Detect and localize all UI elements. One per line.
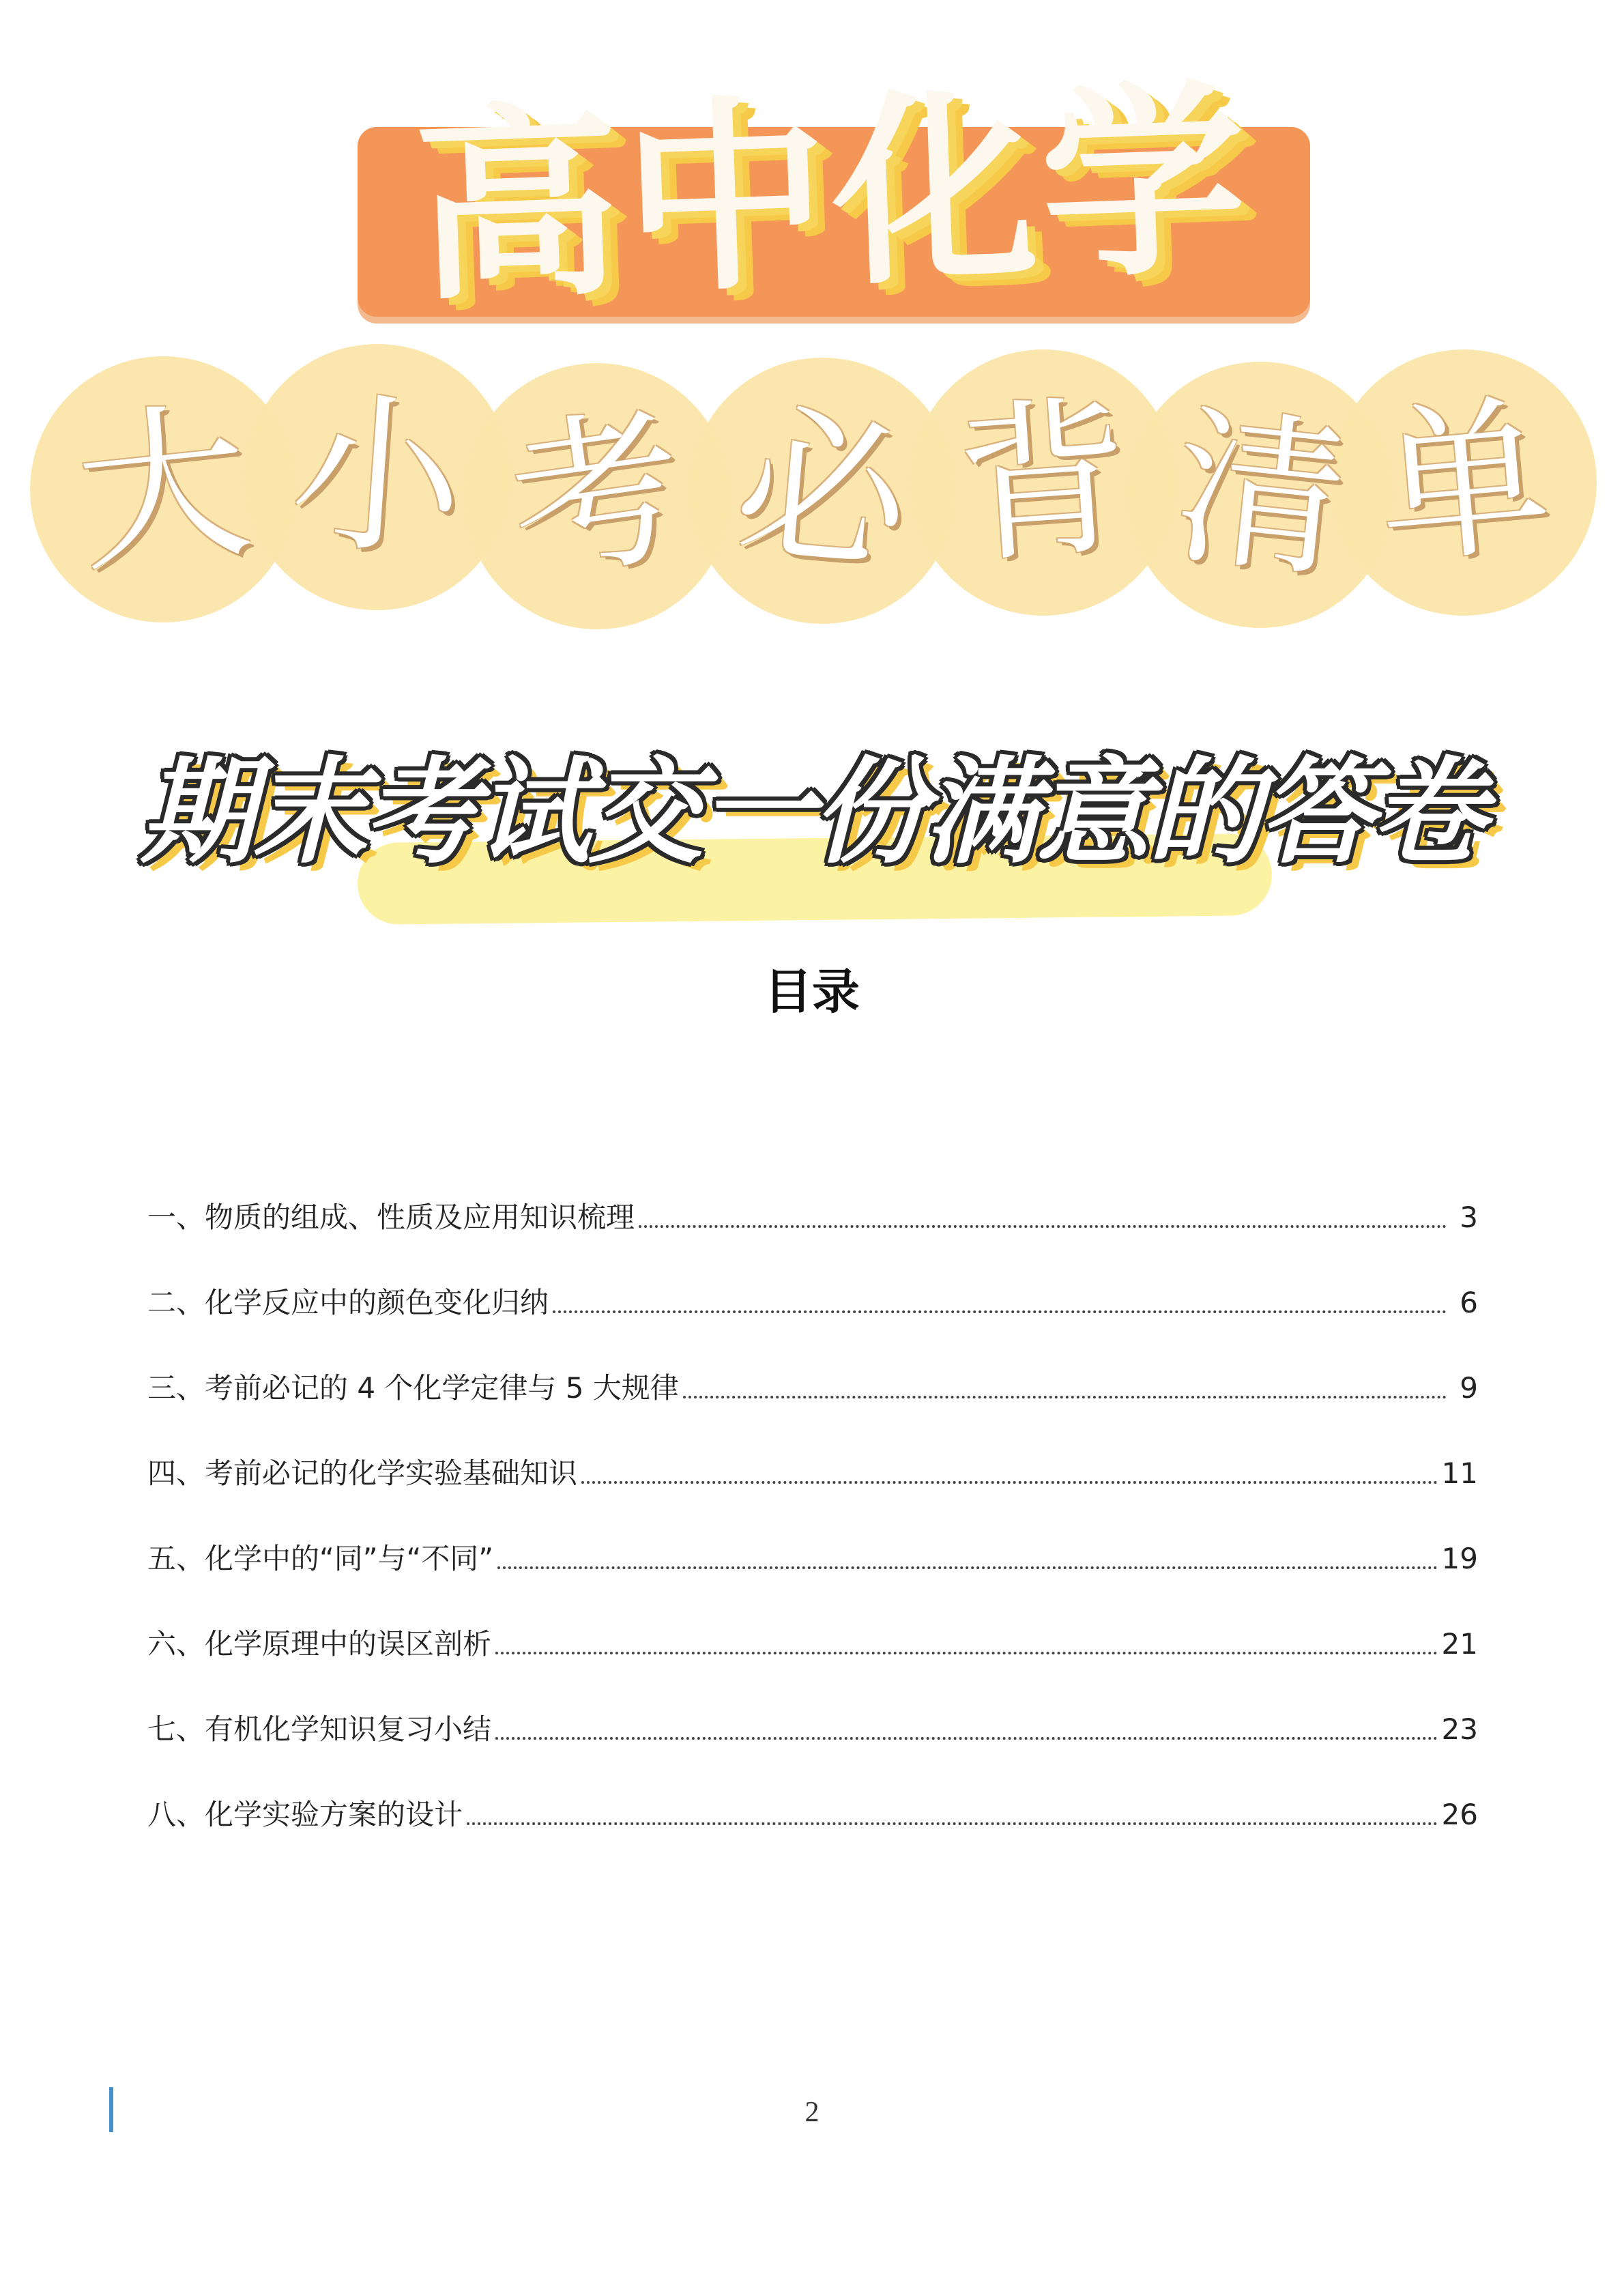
- toc-entry-label: 八、化学实验方案的设计: [147, 1798, 463, 1831]
- toc-entry-page: 23: [1441, 1712, 1478, 1746]
- toc-entry[interactable]: [147, 1368, 1478, 1408]
- toc-entry[interactable]: [147, 1795, 1478, 1835]
- subtitle-circles: [0, 0, 1624, 683]
- slogan: 期末考试交一份满意的答卷: [141, 745, 1483, 879]
- toc-entry-page: 21: [1441, 1627, 1478, 1661]
- toc-entry-label: 七、有机化学知识复习小结: [147, 1712, 492, 1746]
- subtitle-char: 小: [285, 371, 469, 582]
- subtitle-char: 必: [728, 384, 916, 597]
- toc-entry-label: 五、化学中的“同”与“不同”: [147, 1542, 494, 1575]
- toc-entry-label: 一、物质的组成、性质及应用知识梳理: [147, 1201, 635, 1234]
- toc-leader-dots: [683, 1396, 1447, 1398]
- toc-entry-label: 六、化学原理中的误区剖析: [147, 1627, 492, 1661]
- toc-entry[interactable]: [147, 1624, 1478, 1664]
- toc-leader-dots: [581, 1481, 1438, 1484]
- subtitle-char: 单: [1369, 375, 1558, 589]
- subtitle-char: 清: [1165, 386, 1356, 603]
- toc-leader-dots: [553, 1310, 1447, 1313]
- toc-entry-label: 四、考前必记的化学实验基础知识: [147, 1456, 578, 1490]
- subtitle-char: 大: [68, 381, 259, 597]
- toc-entry-page: 26: [1441, 1798, 1478, 1831]
- toc-entry-label: 三、考前必记的 4 个化学定律与 5 大规律: [147, 1371, 679, 1405]
- toc-entry-page: 9: [1460, 1371, 1478, 1405]
- subtitle-char: 背: [951, 377, 1135, 588]
- subtitle-char: 考: [498, 386, 695, 606]
- toc-entry[interactable]: [147, 1454, 1478, 1493]
- toc-entry[interactable]: [147, 1198, 1478, 1237]
- toc-leader-dots: [467, 1822, 1438, 1825]
- table-of-contents: [147, 1198, 1478, 1880]
- toc-leader-dots: [495, 1737, 1438, 1740]
- toc-entry[interactable]: [147, 1539, 1478, 1579]
- toc-leader-dots: [639, 1225, 1447, 1228]
- toc-entry-page: 3: [1460, 1201, 1478, 1234]
- toc-entry-label: 二、化学反应中的颜色变化归纳: [147, 1286, 549, 1319]
- toc-entry[interactable]: [147, 1710, 1478, 1749]
- toc-entry-page: 6: [1460, 1286, 1478, 1319]
- main-title: 高中化学: [411, 61, 1254, 329]
- toc-leader-dots: [495, 1652, 1438, 1654]
- toc-title: 目录: [764, 964, 860, 1020]
- toc-entry-page: 19: [1441, 1542, 1478, 1575]
- page-number: 2: [804, 2097, 820, 2128]
- toc-entry[interactable]: [147, 1283, 1478, 1323]
- toc-leader-dots: [497, 1566, 1438, 1569]
- toc-entry-page: 11: [1441, 1456, 1478, 1490]
